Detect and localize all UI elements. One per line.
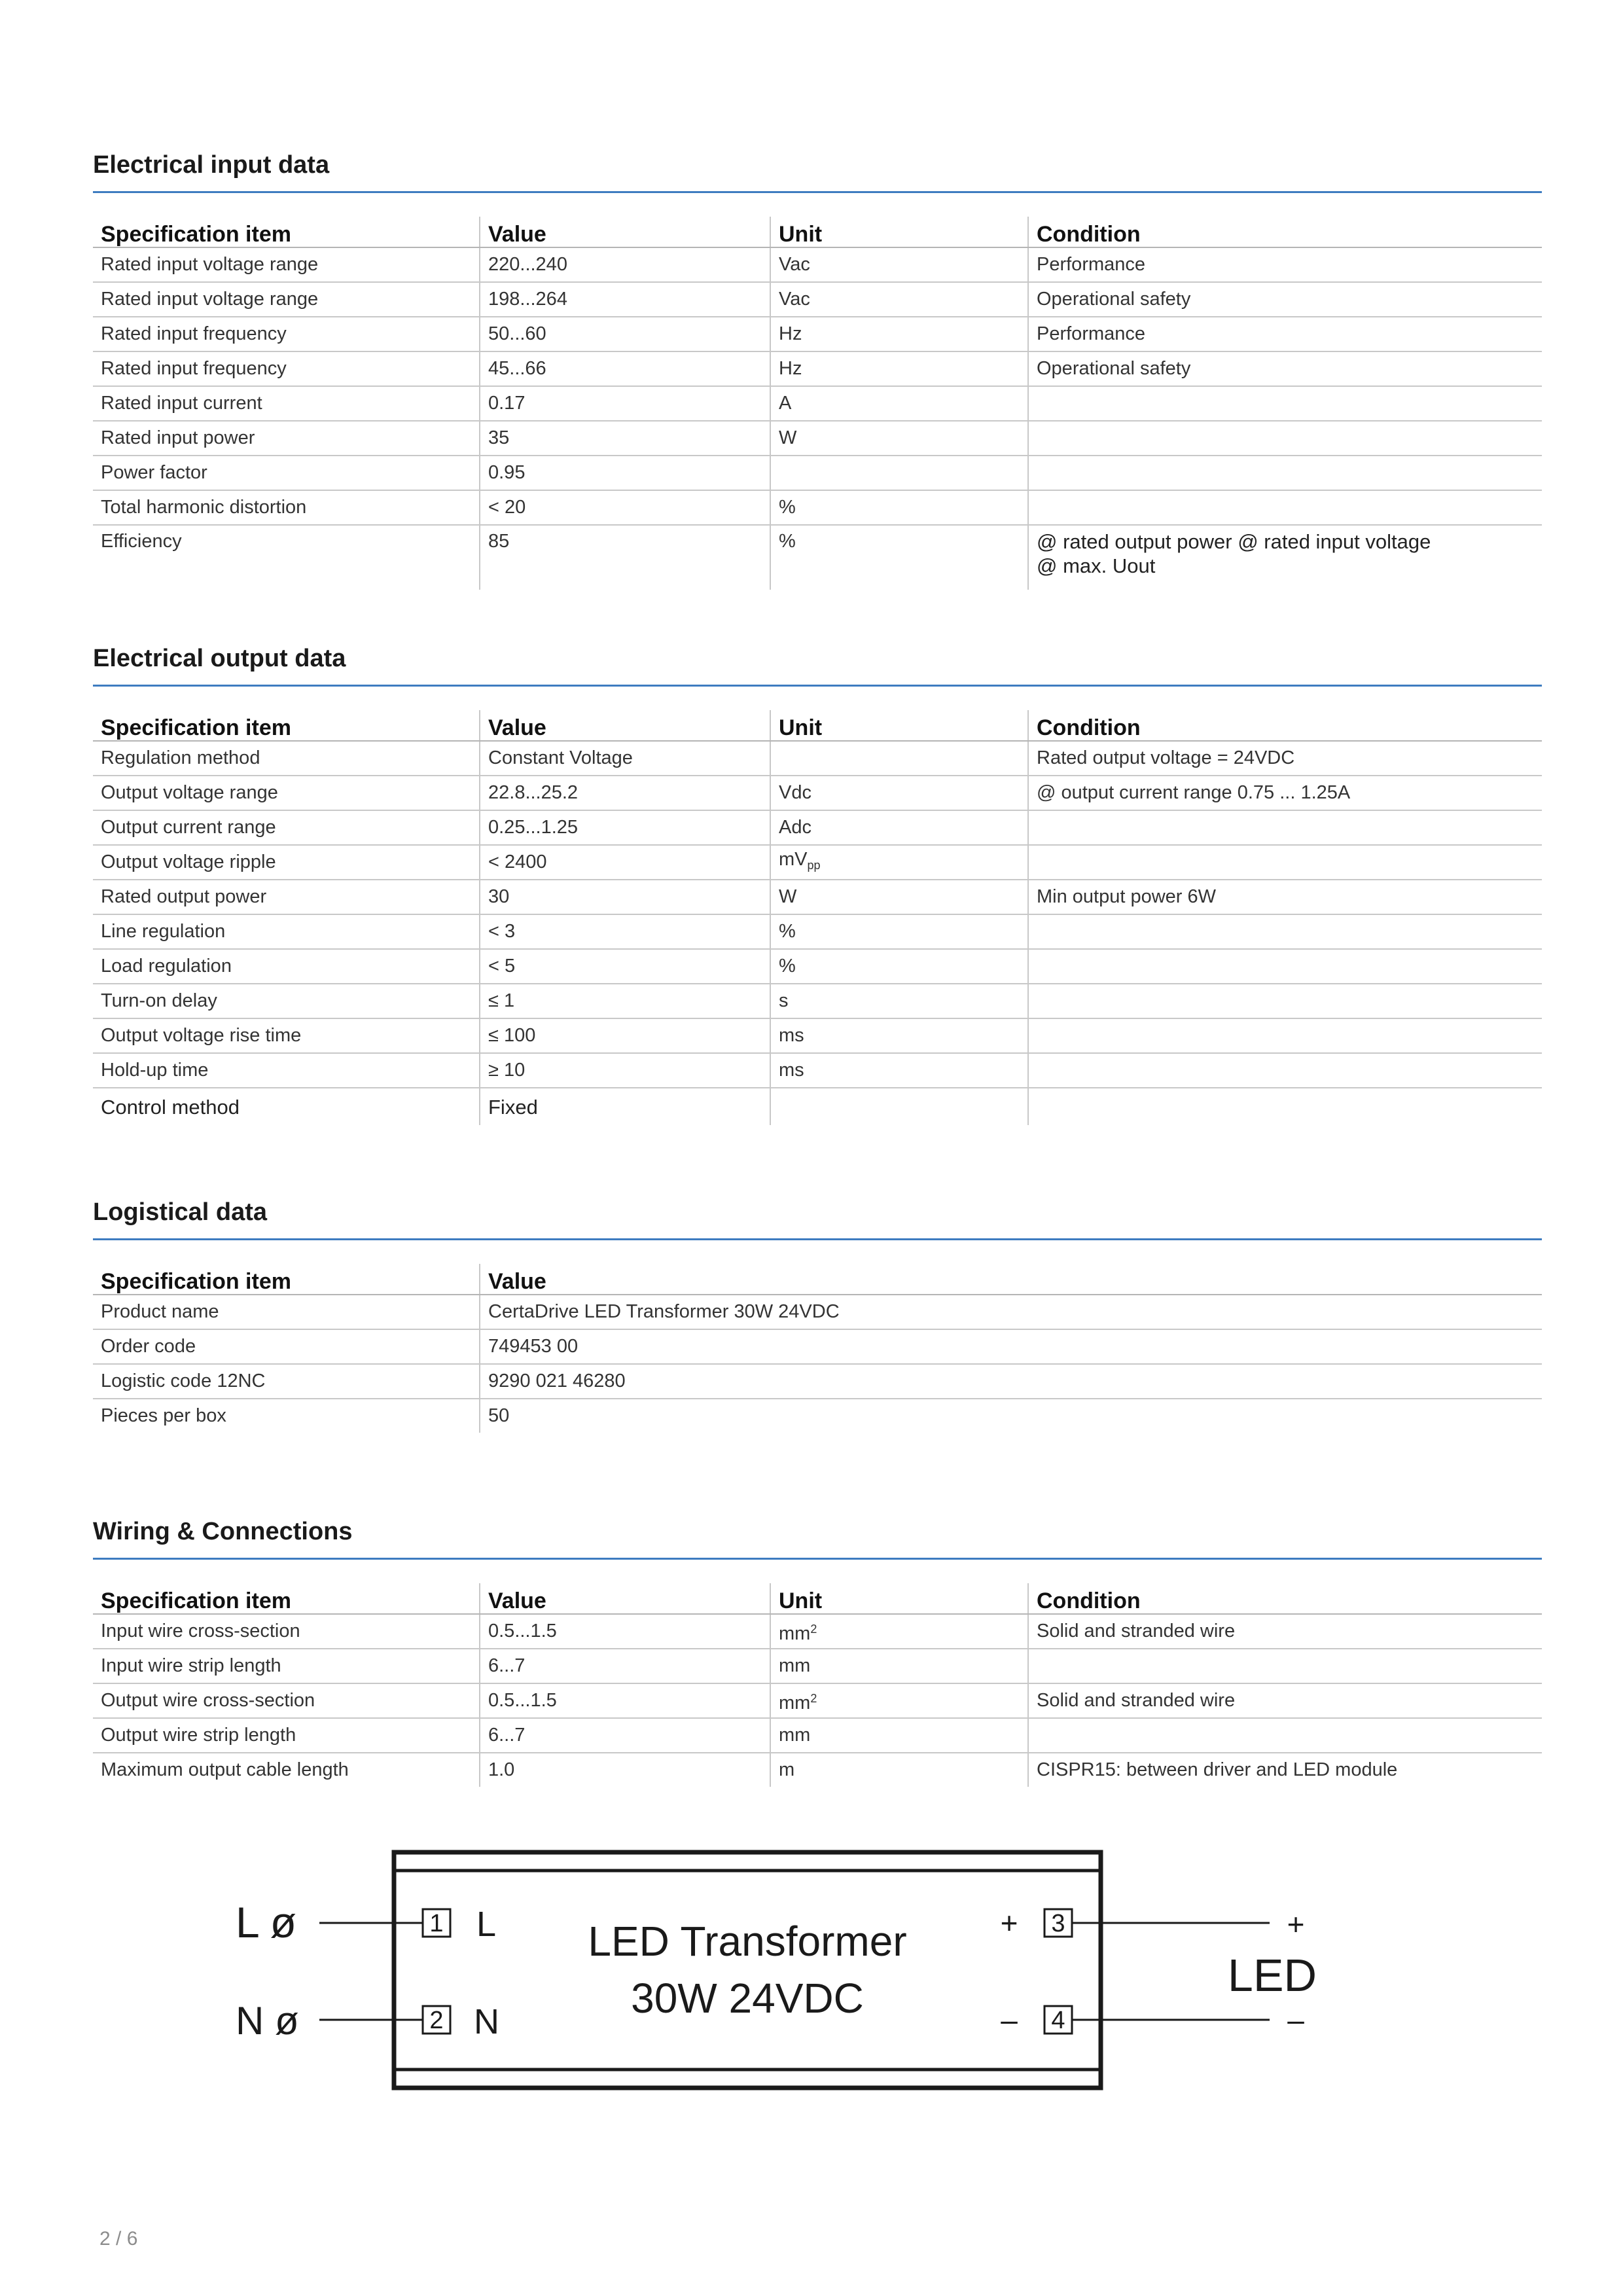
cell-value: Fixed <box>480 1088 770 1125</box>
box-title-line2: 30W 24VDC <box>631 1975 864 2022</box>
input-n-label: N ø <box>236 1999 299 2043</box>
column-header: Value <box>480 217 770 247</box>
cell-condition <box>1028 1718 1542 1753</box>
cell-value: CertaDrive LED Transformer 30W 24VDC <box>480 1295 1542 1329</box>
cell-item: Logistic code 12NC <box>93 1364 480 1399</box>
cell-value: 6...7 <box>480 1718 770 1753</box>
section-divider <box>93 1558 1542 1560</box>
cell-unit: % <box>770 490 1028 525</box>
table-row <box>93 386 1542 421</box>
cell-condition: Performance <box>1028 247 1542 282</box>
table-row <box>93 741 1542 776</box>
terminal-3-sign: + <box>1000 1906 1018 1940</box>
ripple-unit-subscript: pp <box>807 858 821 872</box>
cell-item: Line regulation <box>93 914 480 949</box>
section-title: Electrical input data <box>93 151 330 179</box>
cell-unit: W <box>770 880 1028 914</box>
table-row <box>93 282 1542 317</box>
cell-unit: % <box>770 949 1028 984</box>
cell-item: Input wire cross-section <box>93 1614 480 1649</box>
terminal-2-label: N <box>474 2002 499 2041</box>
table-row <box>93 317 1542 351</box>
terminal-1-label: L <box>476 1905 497 1944</box>
table-header-row <box>93 1583 1542 1614</box>
section-title: Wiring & Connections <box>93 1518 353 1545</box>
cell-item: Output wire strip length <box>93 1718 480 1753</box>
table-row <box>93 1614 1542 1649</box>
table-row <box>93 845 1542 880</box>
cell-value: ≤ 1 <box>480 984 770 1018</box>
cell-condition: @ output current range 0.75 ... 1.25A <box>1028 776 1542 810</box>
cell-value: 0.5...1.5 <box>480 1683 770 1718</box>
cell-value: 50...60 <box>480 317 770 351</box>
table-row <box>93 421 1542 456</box>
cell-unit: mm <box>770 1718 1028 1753</box>
table-row <box>93 880 1542 914</box>
cell-item: Output voltage rise time <box>93 1018 480 1053</box>
table-row <box>93 1053 1542 1088</box>
section-title: Logistical data <box>93 1198 268 1226</box>
table-row <box>93 1329 1542 1364</box>
cell-value: 85 <box>480 525 770 590</box>
wiring-diagram <box>196 1846 1348 2121</box>
cell-value: ≤ 100 <box>480 1018 770 1053</box>
column-header: Condition <box>1028 710 1542 741</box>
table-header-row <box>93 217 1542 247</box>
cell-unit: mm <box>770 1649 1028 1683</box>
cell-value: 1.0 <box>480 1753 770 1787</box>
cell-unit: s <box>770 984 1028 1018</box>
cell-item: Output voltage range <box>93 776 480 810</box>
cell-value: 45...66 <box>480 351 770 386</box>
logistical-table <box>93 1264 1542 1433</box>
cell-value: 6...7 <box>480 1649 770 1683</box>
cell-condition: Operational safety <box>1028 282 1542 317</box>
cell-unit: Adc <box>770 810 1028 845</box>
table-row <box>93 1753 1542 1787</box>
column-header: Specification item <box>93 1583 480 1614</box>
table-row <box>93 984 1542 1018</box>
cell-item: Rated input frequency <box>93 317 480 351</box>
cell-condition <box>1028 949 1542 984</box>
table-row <box>93 247 1542 282</box>
cell-value: 0.5...1.5 <box>480 1614 770 1649</box>
cell-unit <box>770 741 1028 776</box>
section-divider <box>93 191 1542 193</box>
cell-value: 220...240 <box>480 247 770 282</box>
output-plus-label: + <box>1287 1907 1305 1941</box>
cell-condition: Performance <box>1028 317 1542 351</box>
cell-condition <box>1028 525 1542 590</box>
table-row <box>93 914 1542 949</box>
column-header: Unit <box>770 710 1028 741</box>
cell-value: 35 <box>480 421 770 456</box>
cell-unit: m <box>770 1753 1028 1787</box>
cell-item: Maximum output cable length <box>101 1759 349 1780</box>
column-header: Unit <box>770 1583 1028 1614</box>
table-row <box>93 776 1542 810</box>
cell-condition: CISPR15: between driver and LED module <box>1028 1753 1542 1787</box>
terminal-3-number: 3 <box>1051 1910 1065 1937</box>
cell-unit: Hz <box>770 317 1028 351</box>
transformer-box <box>394 1852 1101 2088</box>
table-header-row <box>93 1264 1542 1295</box>
cell-unit <box>770 845 1028 880</box>
cell-item: Input wire strip length <box>93 1649 480 1683</box>
cell-value: 0.25...1.25 <box>480 810 770 845</box>
cell-item: Rated input voltage range <box>93 282 480 317</box>
cell-unit: ms <box>770 1018 1028 1053</box>
cell-item: Hold-up time <box>93 1053 480 1088</box>
cell-condition <box>1028 845 1542 880</box>
electrical-input-table <box>93 217 1542 590</box>
column-header: Value <box>480 710 770 741</box>
table-row <box>93 810 1542 845</box>
cell-unit: % <box>770 525 1028 590</box>
cell-condition <box>1028 1053 1542 1088</box>
column-header: Specification item <box>93 1264 480 1295</box>
output-minus-label: – <box>1287 2003 1304 2037</box>
cell-unit <box>770 456 1028 490</box>
table-row <box>93 1399 1542 1433</box>
cell-condition <box>1028 1088 1542 1125</box>
cell-item: Regulation method <box>93 741 480 776</box>
cell-value: 0.17 <box>480 386 770 421</box>
cell-item: Rated input current <box>93 386 480 421</box>
cell-item: Order code <box>93 1329 480 1364</box>
table-row <box>93 949 1542 984</box>
column-header: Value <box>480 1264 1542 1295</box>
cell-item: Turn-on delay <box>93 984 480 1018</box>
cell-unit: W <box>770 421 1028 456</box>
cell-item: Output voltage ripple <box>93 845 480 880</box>
efficiency-condition-line1: @ rated output power @ rated input voltage <box>1037 530 1431 553</box>
cell-condition <box>1028 1018 1542 1053</box>
cell-condition: Solid and stranded wire <box>1028 1683 1542 1718</box>
table-row <box>93 456 1542 490</box>
cell-value: Constant Voltage <box>480 741 770 776</box>
area-unit: mm <box>779 1623 811 1644</box>
area-unit-superscript: 2 <box>810 1622 817 1636</box>
column-header: Condition <box>1028 1583 1542 1614</box>
section-divider <box>93 1238 1542 1240</box>
cell-item: Efficiency <box>101 531 182 552</box>
cell-item: Power factor <box>93 456 480 490</box>
cell-unit <box>770 1683 1028 1718</box>
wiring-table <box>93 1583 1542 1787</box>
cell-condition: Operational safety <box>1028 351 1542 386</box>
cell-value: 9290 021 46280 <box>480 1364 1542 1399</box>
column-header: Unit <box>770 217 1028 247</box>
output-led-label: LED <box>1227 1950 1317 2001</box>
cell-item: Product name <box>93 1295 480 1329</box>
table-row <box>93 1295 1542 1329</box>
area-unit-superscript: 2 <box>810 1691 817 1705</box>
section-divider <box>93 685 1542 687</box>
cell-value: 749453 00 <box>480 1329 1542 1364</box>
cell-unit: Vdc <box>770 776 1028 810</box>
cell-item: Rated output power <box>93 880 480 914</box>
cell-condition <box>1028 810 1542 845</box>
cell-condition <box>1028 984 1542 1018</box>
cell-item: Rated input voltage range <box>93 247 480 282</box>
table-row <box>93 1718 1542 1753</box>
area-unit: mm <box>779 1692 811 1713</box>
table-row <box>93 490 1542 525</box>
cell-condition <box>1028 1649 1542 1683</box>
cell-value: 22.8...25.2 <box>480 776 770 810</box>
cell-value: 50 <box>480 1399 1542 1433</box>
column-header: Specification item <box>93 710 480 741</box>
cell-item: Total harmonic distortion <box>93 490 480 525</box>
cell-unit: Hz <box>770 351 1028 386</box>
section-title: Electrical output data <box>93 645 346 672</box>
terminal-4-number: 4 <box>1051 2007 1065 2034</box>
terminal-4-sign: – <box>1001 2003 1018 2037</box>
page-number: 2 / 6 <box>99 2228 138 2250</box>
table-row <box>93 351 1542 386</box>
cell-value: 198...264 <box>480 282 770 317</box>
efficiency-condition-line2: @ max. Uout <box>1037 554 1156 577</box>
column-header: Condition <box>1028 217 1542 247</box>
column-header: Value <box>480 1583 770 1614</box>
table-row <box>93 1018 1542 1053</box>
cell-item: Rated input power <box>93 421 480 456</box>
terminal-1-number: 1 <box>429 1910 444 1937</box>
cell-unit: A <box>770 386 1028 421</box>
cell-item: Load regulation <box>93 949 480 984</box>
table-header-row <box>93 710 1542 741</box>
wiring-section <box>93 1513 1542 1787</box>
box-title-line1: LED Transformer <box>588 1918 907 1965</box>
cell-condition <box>1028 490 1542 525</box>
cell-condition: Min output power 6W <box>1028 880 1542 914</box>
cell-condition <box>1028 386 1542 421</box>
cell-item: Rated input frequency <box>93 351 480 386</box>
cell-unit: % <box>770 914 1028 949</box>
cell-value: < 3 <box>480 914 770 949</box>
cell-condition: Rated output voltage = 24VDC <box>1028 741 1542 776</box>
cell-unit: Vac <box>770 247 1028 282</box>
cell-unit <box>770 1614 1028 1649</box>
table-row <box>93 1683 1542 1718</box>
cell-item: Pieces per box <box>101 1405 226 1426</box>
cell-value: < 2400 <box>480 845 770 880</box>
cell-condition <box>1028 914 1542 949</box>
column-header: Specification item <box>93 217 480 247</box>
cell-value: 0.95 <box>480 456 770 490</box>
table-row <box>93 525 1542 590</box>
cell-unit: ms <box>770 1053 1028 1088</box>
table-row <box>93 1088 1542 1125</box>
logistical-section <box>93 1194 1542 1433</box>
cell-item: Output wire cross-section <box>93 1683 480 1718</box>
cell-item: Output current range <box>93 810 480 845</box>
cell-condition: Solid and stranded wire <box>1028 1614 1542 1649</box>
cell-value: ≥ 10 <box>480 1053 770 1088</box>
electrical-input-section <box>93 147 1542 590</box>
electrical-output-table <box>93 710 1542 1125</box>
cell-value: 30 <box>480 880 770 914</box>
table-row <box>93 1649 1542 1683</box>
electrical-output-section <box>93 640 1542 1125</box>
cell-value: < 20 <box>480 490 770 525</box>
cell-value: < 5 <box>480 949 770 984</box>
terminal-2-number: 2 <box>429 2007 444 2034</box>
cell-item: Control method <box>101 1095 240 1119</box>
input-l-label: L ø <box>236 1898 296 1946</box>
cell-unit <box>770 1088 1028 1125</box>
table-row <box>93 1364 1542 1399</box>
cell-condition <box>1028 421 1542 456</box>
cell-condition <box>1028 456 1542 490</box>
ripple-unit: mV <box>779 848 808 870</box>
cell-unit: Vac <box>770 282 1028 317</box>
